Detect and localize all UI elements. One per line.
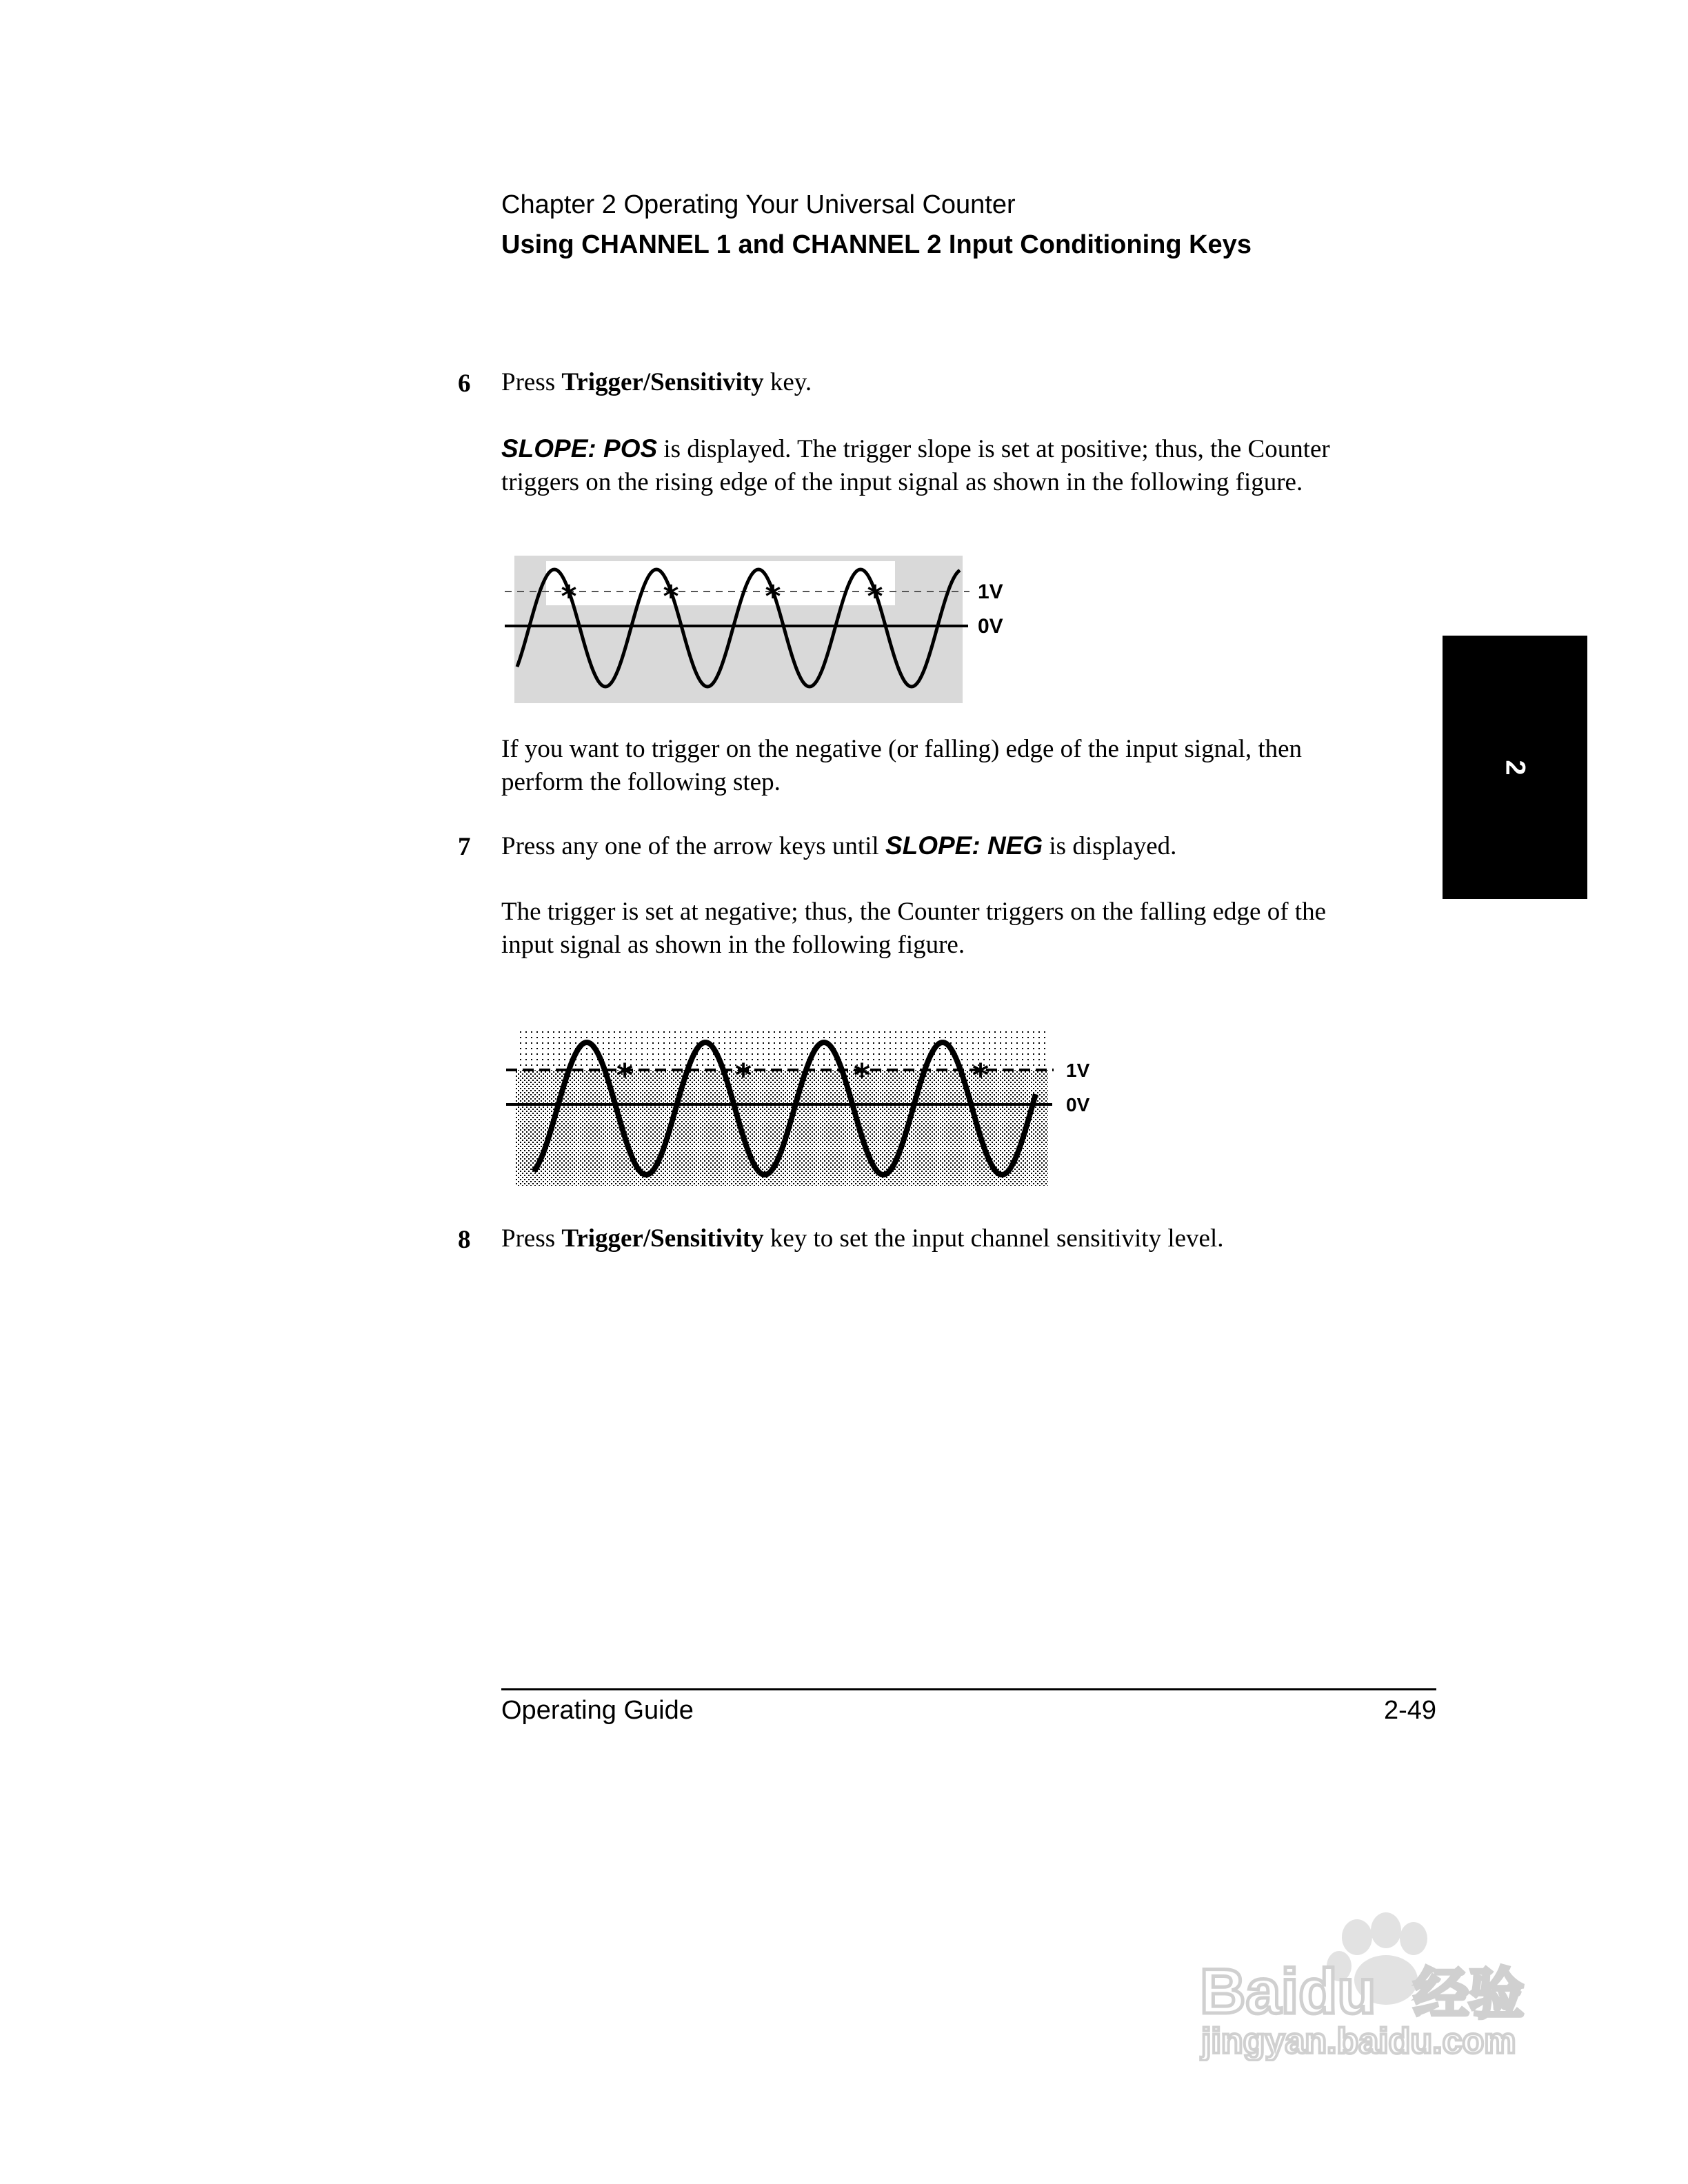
step-8-post: key to set the input channel sensitivity level. [763,1224,1224,1253]
trigger-sensitivity-key-2: Trigger/Sensitivity [561,1224,764,1253]
negative-slope-intro [501,733,1418,799]
step-7-desc-line1: The trigger is set at negative; thus, the Counter triggers on the falling edge of the [501,898,1326,926]
step-number-8: 8 [458,1226,471,1254]
figure-rising-edge [503,552,1027,710]
falling-trigger-star-2: * [734,1057,752,1094]
falling-trigger-star-4: * [972,1057,989,1094]
figure2-label-0v: 0V [1066,1094,1090,1115]
figure1-label-1v: 1V [978,580,1003,603]
rising-trigger-star-3: * [765,579,781,614]
section-title: Using CHANNEL 1 and CHANNEL 2 Input Conditioning Keys [501,230,1252,259]
chapter-tab-label: 2 [1500,759,1531,776]
footer-divider [501,1688,1436,1690]
step-6-pre: Press [501,368,562,396]
chapter-heading: Chapter 2 Operating Your Universal Counter [501,190,1016,219]
rising-trigger-star-1: * [561,579,577,614]
step-8-instruction [501,1222,1418,1255]
step-6-instruction [501,366,1418,399]
step-7-instruction [501,829,1418,863]
figure-falling-edge [503,1026,1110,1191]
step-7-description [501,896,1418,962]
step-6-desc-line1: is displayed. The trigger slope is set at positive; thus, the Counter [657,435,1330,463]
chapter-side-tab [1443,636,1587,899]
slope-neg-display: SLOPE: NEG [885,831,1043,860]
falling-trigger-star-1: * [616,1057,634,1094]
step-8-pre: Press [501,1224,562,1253]
falling-trigger-star-3: * [853,1057,871,1094]
footer-guide-name: Operating Guide [501,1696,694,1725]
figure1-label-0v: 0V [978,615,1003,638]
neg-intro-line1: If you want to trigger on the negative (or falling) edge of the input signal, then [501,735,1303,763]
step-number-7: 7 [458,833,471,861]
footer-page-number: 2-49 [1383,1696,1436,1725]
rising-trigger-star-4: * [867,579,883,614]
figure2-label-1v: 1V [1066,1060,1090,1081]
step-6-description [501,432,1418,499]
step-7-pre: Press any one of the arrow keys until [501,832,885,860]
step-6-post: key. [763,368,812,396]
step-7-post: is displayed. [1043,832,1177,860]
rising-trigger-star-2: * [663,579,679,614]
watermark-url: jingyan.baidu.com [1201,2021,1516,2061]
neg-intro-line2: perform the following step. [501,768,781,796]
trigger-sensitivity-key: Trigger/Sensitivity [561,368,764,396]
watermark-cn: 经验 [1414,1962,1524,2026]
baidu-jingyan-watermark [1186,1903,1572,2061]
step-number-6: 6 [458,370,471,398]
watermark-brand: Baidu [1200,1957,1376,2027]
slope-pos-display: SLOPE: POS [501,434,658,463]
step-7-desc-line2: input signal as shown in the following figure. [501,931,965,959]
step-6-desc-line2: triggers on the rising edge of the input signal as shown in the following figure. [501,468,1303,496]
